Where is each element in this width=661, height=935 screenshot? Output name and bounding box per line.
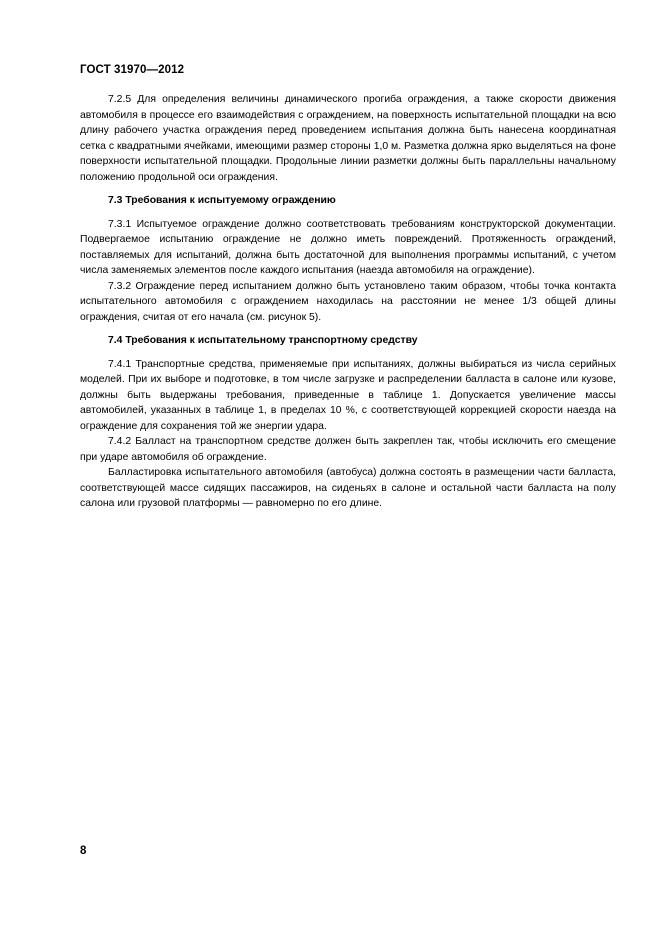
page-body: [80, 92, 616, 512]
section-heading-7-4: 7.4 Требования к испытательному транспортному средству: [108, 335, 418, 346]
paragraph-7-3-1: 7.3.1 Испытуемое ограждение должно соответствовать требованиям конструкторской документации. Подвергаемое испытанию ограждение не должно иметь повреждений. Протяженность ограждений, поставляемых для испытаний, должна быть достаточной для выполнения программы испытаний, с учетом числа заменяемых элементов после каждого испытания (наезда автомобиля на ограждение).: [80, 218, 616, 276]
page-number: 8: [80, 845, 87, 857]
section-heading-7-3: 7.3 Требования к испытуемому ограждению: [108, 195, 336, 206]
paragraph-7-3-2: 7.3.2 Ограждение перед испытанием должно быть установлено таким образом, чтобы точка контакта испытательного автомобиля с ограждением находилась на расстоянии не менее 1/3 общей длины ограждения, считая от его начала (см. рисунок 5).: [80, 280, 616, 323]
paragraph-ballast: Балластировка испытательного автомобиля (автобуса) должна состоять в размещении части балласта, соответствующей массе сидящих пассажиров, на сиденьях в салоне и остальной части балласта на полу салона или грузовой платформы — равномерно по его длине.: [80, 467, 616, 509]
paragraph-7-2-5: 7.2.5 Для определения величины динамического прогиба ограждения, а также скорости движения автомобиля в процессе его взаимодействия с ограждением, на поверхность испытательной площадки на всю длину рабочего участка ограждения перед проведением испытания должна быть нанесена координатная сетка с квадратными ячейками, имеющими размер стороны 1,0 м. Разметка должна ярко выделяться на фоне поверхности испытательной площадки. Продольные линии разметки должны быть параллельны начальному положению продольной оси ограждения.: [80, 94, 616, 183]
paragraph-7-4-1: 7.4.1 Транспортные средства, применяемые при испытаниях, должны выбираться из числа серийных моделей. При их выборе и подготовке, в том числе загрузке и распределении балласта в салоне или кузове, должны быть выдержаны требования, приведенные в таблице 1. Допускается увеличение массы автомобилей, указанных в таблице 1, в пределах 10 %, с соответствующей коррекцией скорости наезда на ограждение для сохранения той же энергии удара.: [80, 358, 616, 432]
document-header: ГОСТ 31970—2012: [80, 64, 185, 76]
paragraph-7-4-2: 7.4.2 Балласт на транспортном средстве должен быть закреплен так, чтобы исключить его смещение при ударе автомобиля об ограждение.: [80, 436, 616, 463]
